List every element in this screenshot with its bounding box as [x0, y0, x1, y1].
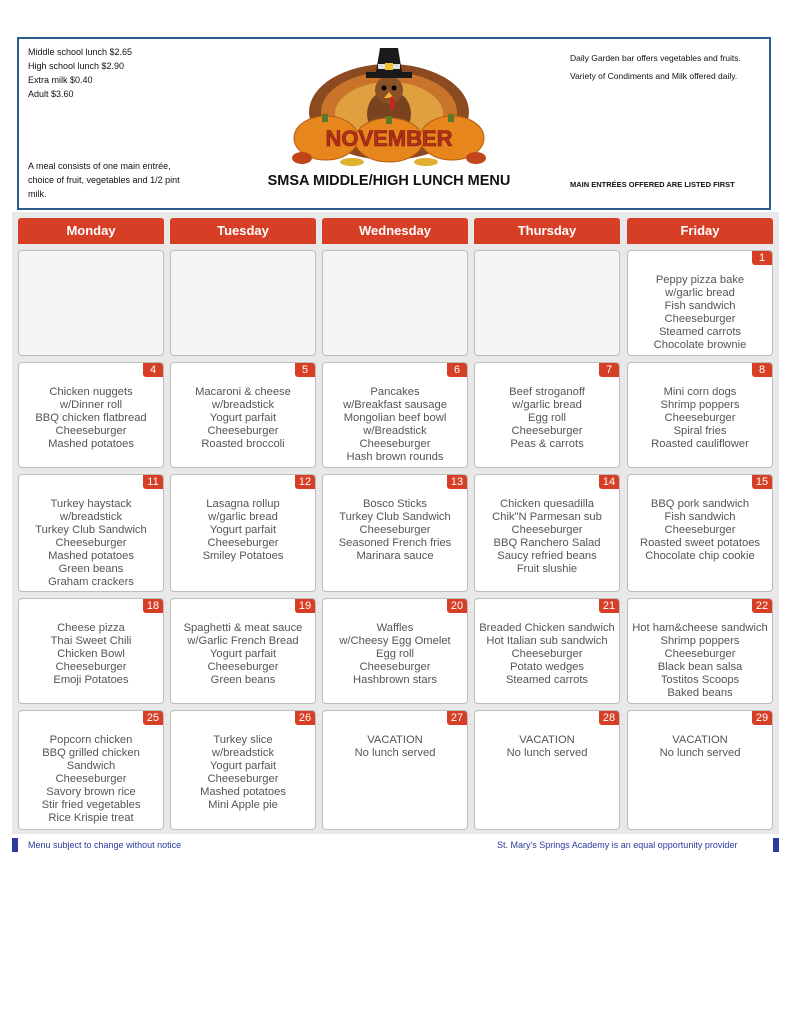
day-cell-29 [627, 710, 773, 830]
day-cell-19 [170, 598, 316, 704]
date-badge: 4 [143, 363, 163, 377]
menu-item: Cheeseburger [359, 438, 431, 450]
menu-item: Cheese pizza [57, 622, 125, 634]
menu-item: w/breadstick [211, 747, 275, 759]
menu-item: Beef stroganoff [509, 386, 585, 398]
menu-item: Turkey haystack [50, 498, 132, 510]
garden-bar-note [570, 49, 741, 85]
menu-item: Cheeseburger [55, 537, 127, 549]
date-badge: 19 [295, 599, 315, 613]
menu-items [628, 734, 772, 760]
menu-item: Green beans [210, 674, 276, 686]
menu-item: Turkey slice [213, 734, 273, 746]
menu-items [323, 734, 467, 760]
menu-item: Stir fried vegetables [41, 799, 141, 811]
date-badge: 21 [599, 599, 619, 613]
menu-items [323, 386, 467, 464]
menu-item: Cheeseburger [511, 648, 583, 660]
menu-item: Hot ham&cheese sandwich [632, 622, 768, 634]
day-cell-18 [18, 598, 164, 704]
menu-items [628, 386, 772, 451]
day-cell-12 [170, 474, 316, 592]
menu-item: w/garlic bread [208, 511, 278, 523]
pilgrim-hat-icon [366, 48, 412, 78]
menu-item: VACATION [367, 734, 423, 746]
menu-item: Chicken nuggets [49, 386, 133, 398]
menu-items [171, 498, 315, 563]
menu-items [19, 622, 163, 687]
menu-item: Breaded Chicken sandwich [479, 622, 615, 634]
menu-item: Marinara sauce [356, 550, 434, 562]
menu-item: Savory brown rice [46, 786, 136, 798]
menu-item: Cheeseburger [664, 648, 736, 660]
day-cell-empty [170, 250, 316, 356]
menu-items [323, 498, 467, 563]
menu-item: w/Cheesy Egg Omelet [339, 635, 451, 647]
menu-item: Mini corn dogs [663, 386, 737, 398]
page-title: SMSA MIDDLE/HIGH LUNCH MENU [267, 173, 511, 189]
day-cell-13 [322, 474, 468, 592]
menu-items [19, 386, 163, 451]
menu-items [628, 498, 772, 563]
day-cell-8 [627, 362, 773, 468]
menu-item: Chocolate brownie [653, 339, 747, 351]
day-cell-empty [18, 250, 164, 356]
menu-item: BBQ chicken flatbread [35, 412, 147, 424]
menu-items [628, 274, 772, 352]
garden-note: Daily Garden bar offers vegetables and fruits. [570, 53, 741, 63]
menu-item: Green beans [58, 563, 124, 575]
menu-item: Cheeseburger [55, 425, 127, 437]
day-cell-empty [474, 250, 620, 356]
menu-item: BBQ grilled chicken [42, 747, 140, 759]
menu-item: Egg roll [376, 648, 414, 660]
day-cell-empty [322, 250, 468, 356]
day-header-thursday: Thursday [474, 218, 620, 244]
condiments-note: Variety of Condiments and Milk offered daily. [570, 71, 738, 81]
footer-bar-right [773, 838, 779, 852]
menu-item: Cheeseburger [55, 773, 127, 785]
menu-items [323, 622, 467, 687]
price-adult: Adult $3.60 [28, 89, 74, 99]
menu-item: Cheeseburger [664, 313, 736, 325]
date-badge: 25 [143, 711, 163, 725]
menu-item: Chocolate chip cookie [645, 550, 755, 562]
menu-item: Seasoned French fries [338, 537, 452, 549]
menu-item: Turkey Club Sandwich [35, 524, 147, 536]
menu-items [171, 622, 315, 687]
footer-bar-left [12, 838, 18, 852]
menu-item: No lunch served [506, 747, 588, 759]
day-cell-6 [322, 362, 468, 468]
price-extra-milk: Extra milk $0.40 [28, 75, 93, 85]
menu-item: Mini Apple pie [208, 799, 278, 811]
menu-item: Chicken Bowl [57, 648, 125, 660]
menu-item: Cheeseburger [207, 661, 279, 673]
menu-item: Saucy refried beans [497, 550, 597, 562]
menu-item: Hashbrown stars [353, 674, 437, 686]
menu-item: Roasted cauliflower [651, 438, 749, 450]
day-cell-28 [474, 710, 620, 830]
menu-item: Yogurt parfait [209, 760, 277, 772]
menu-item: w/Breadstick [363, 425, 427, 437]
day-cell-26 [170, 710, 316, 830]
menu-item: Potato wedges [509, 661, 584, 673]
menu-item: Cheeseburger [359, 524, 431, 536]
date-badge: 29 [752, 711, 772, 725]
date-badge: 8 [752, 363, 772, 377]
day-cell-5 [170, 362, 316, 468]
month-art-text: NOVEMBER [325, 126, 453, 151]
menu-item: w/garlic bread [512, 399, 582, 411]
price-middle-school: Middle school lunch $2.65 [28, 47, 133, 57]
menu-item: Rice Krispie treat [48, 812, 134, 824]
day-cell-4 [18, 362, 164, 468]
date-badge: 26 [295, 711, 315, 725]
menu-items [475, 622, 619, 687]
menu-item: Hash brown rounds [346, 451, 444, 463]
menu-item: Cheeseburger [207, 425, 279, 437]
menu-item: Emoji Potatoes [53, 674, 129, 686]
menu-item: Yogurt parfait [209, 648, 277, 660]
day-header-tuesday: Tuesday [170, 218, 316, 244]
day-header-wednesday: Wednesday [322, 218, 468, 244]
menu-item: Cheeseburger [207, 537, 279, 549]
menu-item: Chik"N Parmesan sub [492, 511, 602, 523]
date-badge: 1 [752, 251, 772, 265]
date-badge: 14 [599, 475, 619, 489]
menu-item: Steamed carrots [505, 674, 589, 686]
menu-item: Cheeseburger [664, 524, 736, 536]
menu-item: Yogurt parfait [209, 524, 277, 536]
menu-item: No lunch served [659, 747, 741, 759]
day-cell-25 [18, 710, 164, 830]
menu-item: w/Garlic French Bread [187, 635, 299, 647]
day-cell-22 [627, 598, 773, 704]
menu-item: No lunch served [354, 747, 436, 759]
date-badge: 11 [143, 475, 163, 489]
menu-item: Spiral fries [673, 425, 727, 437]
day-cell-11 [18, 474, 164, 592]
date-badge: 22 [752, 599, 772, 613]
menu-item: Waffles [376, 622, 414, 634]
turkey-clipart [292, 42, 486, 166]
day-cell-20 [322, 598, 468, 704]
footer-equal-opportunity: St. Mary's Springs Academy is an equal opportunity provider [497, 840, 738, 850]
menu-item: Cheeseburger [207, 773, 279, 785]
menu-item: Steamed carrots [658, 326, 742, 338]
menu-items [19, 498, 163, 589]
day-cell-1 [627, 250, 773, 356]
footer-disclaimer: Menu subject to change without notice [28, 840, 182, 850]
menu-item: Graham crackers [48, 576, 134, 588]
menu-items [475, 734, 619, 760]
menu-item: Cheeseburger [511, 425, 583, 437]
date-badge: 6 [447, 363, 467, 377]
menu-item: Smiley Potatoes [202, 550, 284, 562]
price-list [28, 45, 132, 101]
date-badge: 5 [295, 363, 315, 377]
menu-item: Spaghetti & meat sauce [183, 622, 303, 634]
day-cell-27 [322, 710, 468, 830]
date-badge: 13 [447, 475, 467, 489]
menu-items [628, 622, 772, 700]
meal-note: A meal consists of one main entrée, choice of fruit, vegetables and 1/2 pint milk. [28, 161, 180, 199]
menu-items [19, 734, 163, 825]
menu-item: w/Dinner roll [59, 399, 123, 411]
menu-item: w/garlic bread [665, 287, 735, 299]
menu-item: Pancakes [370, 386, 420, 398]
day-header-monday: Monday [18, 218, 164, 244]
day-header-friday: Friday [627, 218, 773, 244]
menu-item: VACATION [519, 734, 575, 746]
menu-item: w/breadstick [211, 399, 275, 411]
day-cell-15 [627, 474, 773, 592]
entree-note: MAIN ENTRÉES OFFERED ARE LISTED FIRST [570, 180, 735, 189]
date-badge: 18 [143, 599, 163, 613]
day-cell-7 [474, 362, 620, 468]
menu-item: Macaroni & cheese [195, 386, 291, 398]
day-cell-14 [474, 474, 620, 592]
menu-item: Mashed potatoes [48, 550, 134, 562]
menu-item: Cheeseburger [664, 412, 736, 424]
menu-item: Chicken quesadilla [500, 498, 594, 510]
menu-items [171, 386, 315, 451]
menu-item: Fish sandwich [664, 511, 736, 523]
menu-item: Yogurt parfait [209, 412, 277, 424]
menu-item: Cheeseburger [359, 661, 431, 673]
menu-items [475, 386, 619, 451]
menu-item: Bosco Sticks [362, 498, 428, 510]
menu-item: BBQ Ranchero Salad [493, 537, 601, 549]
menu-item: VACATION [672, 734, 728, 746]
menu-item: BBQ pork sandwich [650, 498, 750, 510]
day-cell-21 [474, 598, 620, 704]
menu-item: Roasted sweet potatoes [639, 537, 761, 549]
menu-item: Hot Italian sub sandwich [486, 635, 608, 647]
menu-item: Shrimp poppers [660, 399, 740, 411]
menu-item: w/breadstick [59, 511, 123, 523]
menu-item: Sandwich [66, 760, 116, 772]
date-badge: 12 [295, 475, 315, 489]
menu-item: Peas & carrots [510, 438, 584, 450]
menu-item: Fruit slushie [516, 563, 578, 575]
menu-item: Fish sandwich [664, 300, 736, 312]
menu-item: Egg roll [528, 412, 566, 424]
menu-items [171, 734, 315, 812]
menu-item: Shrimp poppers [660, 635, 740, 647]
menu-item: w/Breakfast sausage [343, 399, 447, 411]
menu-item: Roasted broccoli [201, 438, 285, 450]
date-badge: 20 [447, 599, 467, 613]
date-badge: 28 [599, 711, 619, 725]
menu-item: Cheeseburger [511, 524, 583, 536]
menu-item: Turkey Club Sandwich [339, 511, 451, 523]
menu-items [475, 498, 619, 576]
menu-item: Mashed potatoes [200, 786, 286, 798]
date-badge: 15 [752, 475, 772, 489]
menu-item: Black bean salsa [657, 661, 743, 673]
menu-item: Baked beans [667, 687, 733, 699]
menu-item: Popcorn chicken [49, 734, 133, 746]
menu-item: Mashed potatoes [48, 438, 134, 450]
menu-item: Mongolian beef bowl [343, 412, 447, 424]
menu-header [17, 37, 771, 210]
date-badge: 7 [599, 363, 619, 377]
menu-item: Lasagna rollup [206, 498, 280, 510]
menu-item: Cheeseburger [55, 661, 127, 673]
menu-item: Peppy pizza bake [655, 274, 745, 286]
menu-item: Thai Sweet Chili [50, 635, 132, 647]
menu-item: Tostitos Scoops [660, 674, 740, 686]
price-high-school: High school lunch $2.90 [28, 61, 125, 71]
date-badge: 27 [447, 711, 467, 725]
